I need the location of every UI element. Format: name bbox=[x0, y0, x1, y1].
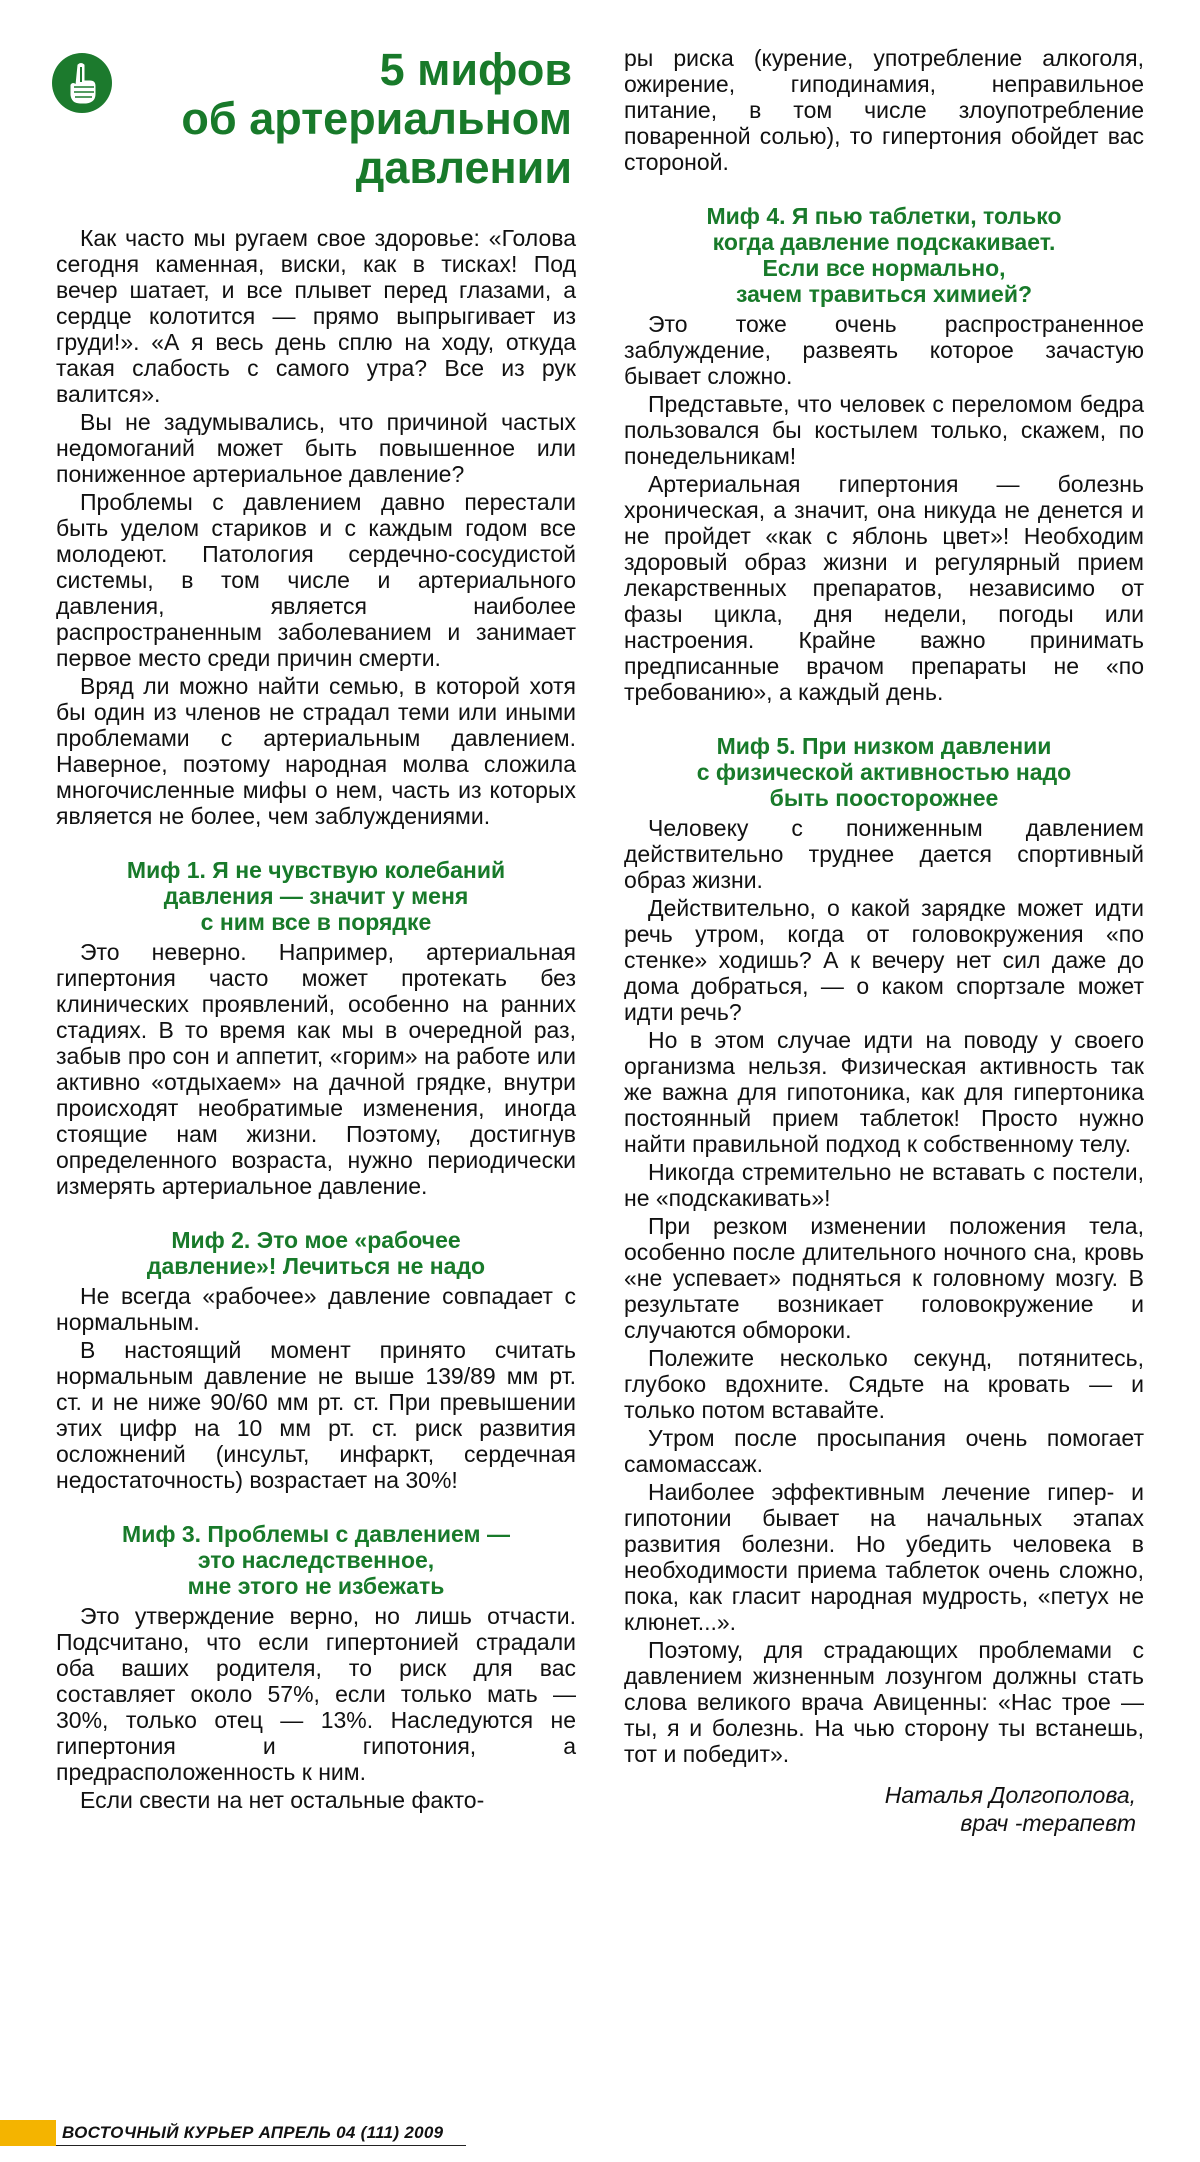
myth-4-heading-line: Миф 4. Я пью таблетки, только bbox=[706, 203, 1062, 229]
myth-2-heading-line: давление»! Лечиться не надо bbox=[146, 1253, 486, 1279]
myth-2-paragraph-2: В настоящий момент принято считать нормальным давление не выше 139/89 мм рт. ст. и не ниже 90/60 мм рт. ст. При превышении этих цифр на 10 мм рт. ст. риск развития осложнений (инсульт, инфаркт, сердечная недостаточность) возрастает на 30%! bbox=[56, 1337, 576, 1493]
myth-5-paragraph-7: Утром после просыпания очень помогает самомассаж. bbox=[624, 1425, 1144, 1477]
pointing-hand-icon bbox=[52, 53, 112, 113]
myth-5-paragraph-6: Полежите несколько секунд, потянитесь, глубоко вдохните. Сядьте на кровать — и только потом вставайте. bbox=[624, 1345, 1144, 1423]
myth-4-heading bbox=[624, 203, 1144, 307]
title-line-3: давлении bbox=[355, 142, 572, 193]
myth-5-paragraph-3: Но в этом случае идти на поводу у своего организма нельзя. Физическая активность так же важна для гипотоника, как для гипертоника постоянный прием таблеток! Просто нужно найти правильной подход к собственному телу. bbox=[624, 1027, 1144, 1157]
myth-3-paragraph-1: Это утверждение верно, но лишь отчасти. Подсчитано, что если гипертонией страдали оба ваших родителя, то риск для вас составляет около 57%, если только мать — 30%, только отец — 13%. Наследуются не гипертония и гипотония, а предрасположенность к ним. bbox=[56, 1603, 576, 1785]
myth-3-continuation: ры риска (курение, употребление алкоголя, ожирение, гиподинамия, неправильное питание, в том числе злоупотребление поваренной солью), то гипертония обойдет вас стороной. bbox=[624, 45, 1144, 175]
myth-3-heading-line: Миф 3. Проблемы с давлением — bbox=[122, 1521, 510, 1547]
author-title: врач -терапевт bbox=[960, 1810, 1136, 1836]
myth-4-paragraph-3: Артериальная гипертония — болезнь хроническая, а значит, она никуда не денется и не пройдет «как с яблонь цвет»! Необходим здоровый образ жизни и регулярный прием лекарственных препаратов, независимо от фазы цикла, дня недели, погоды или настроения. Крайне важно принимать предписанные врачом препараты не «по требованию», а каждый день. bbox=[624, 471, 1144, 705]
intro-paragraph-4: Вряд ли можно найти семью, в которой хотя бы один из членов не страдал теми или иными проблемами с артериальным давлением. Наверное, поэтому народная молва сложила многочисленные мифы о нем, часть из которых является не более, чем заблуждениями. bbox=[56, 673, 576, 829]
myth-4-paragraph-2: Представьте, что человек с переломом бедра пользовался бы костылем только, скажем, по понедельникам! bbox=[624, 391, 1144, 469]
myth-5-paragraph-8: Наиболее эффективным лечение гипер- и гипотонии бывает на начальных этапах развития болезни. Но убедить человека в необходимости приема таблеток очень сложно, пока, как гласит народная мудрость, «петух не клюнет...». bbox=[624, 1479, 1144, 1635]
myth-3-heading bbox=[56, 1521, 576, 1599]
myth-5-paragraph-5: При резком изменении положения тела, особенно после длительного ночного сна, кровь «не успевает» подняться к головному мозгу. В результате возникает головокружение и случаются обмороки. bbox=[624, 1213, 1144, 1343]
title-line-2: об артериальном bbox=[181, 93, 572, 144]
intro-section bbox=[56, 225, 576, 829]
myth-2-heading bbox=[56, 1227, 576, 1279]
right-column bbox=[624, 45, 1144, 1837]
myth-4-heading-line: зачем травиться химией? bbox=[735, 281, 1033, 307]
myth-5-paragraph-4: Никогда стремительно не вставать с постели, не «подскакивать»! bbox=[624, 1159, 1144, 1211]
myth-1-heading bbox=[56, 857, 576, 935]
footer-publication: ВОСТОЧНЫЙ КУРЬЕР АПРЕЛЬ 04 (111) 2009 bbox=[62, 2123, 444, 2142]
myth-4-heading-line: когда давление подскакивает. bbox=[712, 229, 1056, 255]
myth-1-heading-line: давления — значит у меня bbox=[163, 883, 469, 909]
intro-paragraph-3: Проблемы с давлением давно перестали быть уделом стариков и с каждым годом все молодеют. Патология сердечно-сосудистой системы, в том числе и артериального давления, является наиболее распространенным заболеванием и занимает первое место среди причин смерти. bbox=[56, 489, 576, 671]
myth-1-heading-line: с ним все в порядке bbox=[200, 909, 432, 935]
article-title bbox=[181, 45, 572, 192]
myth-3-heading-line: это наследственное, bbox=[197, 1547, 435, 1573]
myth-3-heading-line: мне этого не избежать bbox=[187, 1573, 445, 1599]
intro-paragraph-2: Вы не задумывались, что причиной частых недомоганий может быть повышенное или пониженное артериальное давление? bbox=[56, 409, 576, 487]
myth-1-paragraph: Это неверно. Например, артериальная гипертония часто может протекать без клинических проявлений, особенно на ранних стадиях. В то время как мы в очередной раз, забыв про сон и аппетит, «горим» на работе или активно «отдыхаем» на дачной грядке, внутри происходят необратимые изменения, иногда стоящие нам жизни. Поэтому, достигнув определенного возраста, нужно периодически измерять артериальное давление. bbox=[56, 939, 576, 1199]
myth-1-heading-line: Миф 1. Я не чувствую колебаний bbox=[126, 857, 506, 883]
myth-5-paragraph-1: Человеку с пониженным давлением действительно труднее дается спортивный образ жизни. bbox=[624, 815, 1144, 893]
myth-5-heading-line: с физической активностью надо bbox=[696, 759, 1072, 785]
footer-accent-bar bbox=[0, 2120, 56, 2146]
intro-paragraph-1: Как часто мы ругаем свое здоровье: «Голова сегодня каменная, виски, как в тисках! Под вечер шатает, и все плывет перед глазами, а сердце колотится — прямо выпрыгивает из груди!». «А я весь день сплю на ходу, откуда такая слабость с самого утра? Все из рук валится». bbox=[56, 225, 576, 407]
myth-5-heading-line: Миф 5. При низком давлении bbox=[716, 733, 1052, 759]
left-column bbox=[56, 45, 576, 1813]
author-name: Наталья Долгополова, bbox=[884, 1782, 1136, 1808]
myth-5-paragraph-2: Действительно, о какой зарядке может идти речь утром, когда от головокружения «по стенке» ходишь? А к вечеру нет сил даже до дома добраться, — о каком спортзале может идти речь? bbox=[624, 895, 1144, 1025]
author-signature bbox=[624, 1781, 1144, 1837]
myth-5-heading-line: быть поосторожнее bbox=[769, 785, 999, 811]
myth-2-paragraph-1: Не всегда «рабочее» давление совпадает с нормальным. bbox=[56, 1283, 576, 1335]
myth-3-paragraph-2: Если свести на нет остальные факто- bbox=[80, 1787, 485, 1813]
myth-2-heading-line: Миф 2. Это мое «рабочее bbox=[171, 1227, 461, 1253]
myth-5-paragraph-9: Поэтому, для страдающих проблемами с давлением жизненным лозунгом должны стать слова великого врача Авиценны: «Нас трое — ты, я и болезнь. На чью сторону ты встанешь, тот и победит». bbox=[624, 1637, 1144, 1767]
myth-4-paragraph-1: Это тоже очень распространенное заблуждение, развеять которое зачастую бывает сложно. bbox=[624, 311, 1144, 389]
title-line-1: 5 мифов bbox=[379, 44, 572, 95]
title-block bbox=[56, 45, 576, 195]
myth-5-heading bbox=[624, 733, 1144, 811]
myth-4-heading-line: Если все нормально, bbox=[762, 255, 1006, 281]
footer-divider bbox=[56, 2145, 466, 2146]
